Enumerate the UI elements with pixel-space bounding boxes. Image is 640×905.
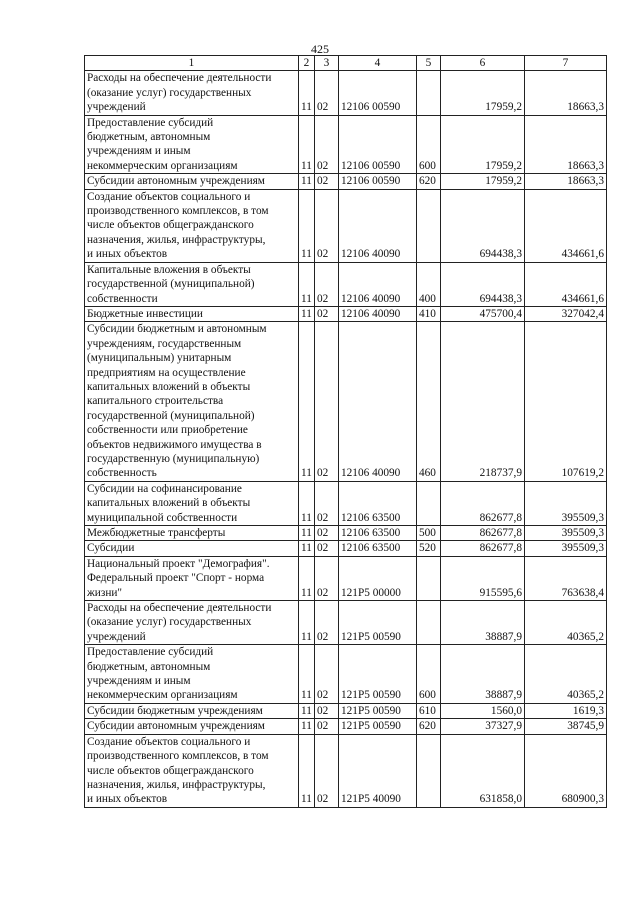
table-row: [85, 322, 607, 481]
table-row: [85, 71, 607, 115]
section-code: 11: [299, 645, 315, 704]
amount-year-1: 694438,3: [441, 262, 525, 306]
item-name: Капитальные вложения в объекты государственной (муниципальной) собственности: [85, 262, 299, 306]
table-row: [85, 601, 607, 645]
column-header-1: 1: [85, 56, 299, 71]
target-article-code: 121P5 00590: [339, 645, 417, 704]
expense-type-code: 620: [417, 174, 441, 189]
section-code: 11: [299, 734, 315, 807]
amount-year-2: 38745,9: [525, 719, 607, 734]
amount-year-2: 18663,3: [525, 174, 607, 189]
amount-year-1: 475700,4: [441, 306, 525, 321]
item-name: Бюджетные инвестиции: [85, 306, 299, 321]
table-row: [85, 174, 607, 189]
section-code: 11: [299, 481, 315, 525]
target-article-code: 12106 63500: [339, 481, 417, 525]
subsection-code: 02: [315, 322, 339, 481]
item-name: Расходы на обеспечение деятельности (оказание услуг) государственных учреждений: [85, 71, 299, 115]
table-row: [85, 703, 607, 718]
subsection-code: 02: [315, 262, 339, 306]
subsection-code: 02: [315, 481, 339, 525]
target-article-code: 12106 40090: [339, 306, 417, 321]
amount-year-2: 434661,6: [525, 262, 607, 306]
target-article-code: 12106 40090: [339, 262, 417, 306]
expense-type-code: 600: [417, 645, 441, 704]
target-article-code: 121P5 00590: [339, 703, 417, 718]
target-article-code: 12106 63500: [339, 526, 417, 541]
amount-year-1: 37327,9: [441, 719, 525, 734]
amount-year-1: 38887,9: [441, 645, 525, 704]
amount-year-2: 680900,3: [525, 734, 607, 807]
section-code: 11: [299, 115, 315, 174]
item-name: Субсидии на софинансирование капитальных вложений в объекты муниципальной собственности: [85, 481, 299, 525]
amount-year-1: 38887,9: [441, 601, 525, 645]
amount-year-2: 18663,3: [525, 115, 607, 174]
subsection-code: 02: [315, 115, 339, 174]
table-row: [85, 262, 607, 306]
subsection-code: 02: [315, 174, 339, 189]
target-article-code: 12106 00590: [339, 71, 417, 115]
table-header-row: [85, 56, 607, 71]
item-name: Расходы на обеспечение деятельности (оказание услуг) государственных учреждений: [85, 601, 299, 645]
section-code: 11: [299, 174, 315, 189]
amount-year-2: 395509,3: [525, 526, 607, 541]
column-header-3: 3: [315, 56, 339, 71]
amount-year-2: 434661,6: [525, 189, 607, 262]
subsection-code: 02: [315, 189, 339, 262]
subsection-code: 02: [315, 556, 339, 600]
target-article-code: 121P5 00000: [339, 556, 417, 600]
amount-year-2: 18663,3: [525, 71, 607, 115]
section-code: 11: [299, 703, 315, 718]
amount-year-2: 1619,3: [525, 703, 607, 718]
amount-year-2: 395509,3: [525, 541, 607, 556]
subsection-code: 02: [315, 719, 339, 734]
item-name: Создание объектов социального и производственного комплексов, в том числе объектов общегражданского назначения, жилья, инфраструктуры, и иных объектов: [85, 734, 299, 807]
table-row: [85, 556, 607, 600]
amount-year-1: 631858,0: [441, 734, 525, 807]
subsection-code: 02: [315, 526, 339, 541]
table-row: [85, 734, 607, 807]
section-code: 11: [299, 601, 315, 645]
item-name: Предоставление субсидий бюджетным, автономным учреждениям и иным некоммерческим организациям: [85, 645, 299, 704]
subsection-code: 02: [315, 703, 339, 718]
amount-year-2: 40365,2: [525, 601, 607, 645]
table-row: [85, 481, 607, 525]
expense-type-code: [417, 481, 441, 525]
amount-year-1: 862677,8: [441, 541, 525, 556]
amount-year-1: 218737,9: [441, 322, 525, 481]
item-name: Межбюджетные трансферты: [85, 526, 299, 541]
table-row: [85, 719, 607, 734]
item-name: Субсидии автономным учреждениям: [85, 174, 299, 189]
section-code: 11: [299, 306, 315, 321]
column-header-6: 6: [441, 56, 525, 71]
amount-year-1: 862677,8: [441, 481, 525, 525]
item-name: Создание объектов социального и производственного комплексов, в том числе объектов общегражданского назначения, жилья, инфраструктуры, и иных объектов: [85, 189, 299, 262]
item-name: Субсидии автономным учреждениям: [85, 719, 299, 734]
target-article-code: 121P5 00590: [339, 719, 417, 734]
table-row: [85, 306, 607, 321]
section-code: 11: [299, 526, 315, 541]
target-article-code: 12106 00590: [339, 174, 417, 189]
section-code: 11: [299, 719, 315, 734]
column-header-2: 2: [299, 56, 315, 71]
target-article-code: 12106 40090: [339, 322, 417, 481]
section-code: 11: [299, 189, 315, 262]
amount-year-1: 17959,2: [441, 71, 525, 115]
column-header-5: 5: [417, 56, 441, 71]
amount-year-1: 17959,2: [441, 174, 525, 189]
target-article-code: 121P5 40090: [339, 734, 417, 807]
section-code: 11: [299, 541, 315, 556]
amount-year-2: 40365,2: [525, 645, 607, 704]
subsection-code: 02: [315, 601, 339, 645]
amount-year-2: 395509,3: [525, 481, 607, 525]
target-article-code: 12106 63500: [339, 541, 417, 556]
table-body: [85, 71, 607, 807]
expense-type-code: [417, 556, 441, 600]
table-row: [85, 645, 607, 704]
page-number: 425: [311, 42, 329, 56]
item-name: Предоставление субсидий бюджетным, автономным учреждениям и иным некоммерческим организациям: [85, 115, 299, 174]
item-name: Субсидии бюджетным учреждениям: [85, 703, 299, 718]
expense-type-code: 500: [417, 526, 441, 541]
amount-year-2: 327042,4: [525, 306, 607, 321]
section-code: 11: [299, 322, 315, 481]
amount-year-1: 17959,2: [441, 115, 525, 174]
expense-type-code: [417, 601, 441, 645]
expense-type-code: [417, 189, 441, 262]
table-row: [85, 526, 607, 541]
subsection-code: 02: [315, 541, 339, 556]
amount-year-1: 694438,3: [441, 189, 525, 262]
expense-type-code: 600: [417, 115, 441, 174]
target-article-code: 121P5 00590: [339, 601, 417, 645]
expense-type-code: 620: [417, 719, 441, 734]
subsection-code: 02: [315, 71, 339, 115]
section-code: 11: [299, 262, 315, 306]
section-code: 11: [299, 556, 315, 600]
amount-year-1: 915595,6: [441, 556, 525, 600]
target-article-code: 12106 40090: [339, 189, 417, 262]
amount-year-1: 862677,8: [441, 526, 525, 541]
subsection-code: 02: [315, 306, 339, 321]
table-row: [85, 115, 607, 174]
item-name: Субсидии бюджетным и автономным учреждениям, государственным (муниципальным) унитарным предприятиям на осуществление капитальных вложений в объекты капитального строительства государственной (муниципальной) собственности или приобретение объектов недвижимого имущества в государственную (муниципальную) собственность: [85, 322, 299, 481]
table-row: [85, 189, 607, 262]
item-name: Субсидии: [85, 541, 299, 556]
target-article-code: 12106 00590: [339, 115, 417, 174]
amount-year-1: 1560,0: [441, 703, 525, 718]
expense-type-code: [417, 734, 441, 807]
expense-type-code: 610: [417, 703, 441, 718]
section-code: 11: [299, 71, 315, 115]
table-row: [85, 541, 607, 556]
subsection-code: 02: [315, 734, 339, 807]
expense-type-code: 460: [417, 322, 441, 481]
expense-type-code: [417, 71, 441, 115]
expense-type-code: 410: [417, 306, 441, 321]
expense-type-code: 520: [417, 541, 441, 556]
budget-table: [84, 55, 607, 808]
amount-year-2: 763638,4: [525, 556, 607, 600]
column-header-4: 4: [339, 56, 417, 71]
column-header-7: 7: [525, 56, 607, 71]
expense-type-code: 400: [417, 262, 441, 306]
item-name: Национальный проект "Демография". Федеральный проект "Спорт - норма жизни": [85, 556, 299, 600]
amount-year-2: 107619,2: [525, 322, 607, 481]
subsection-code: 02: [315, 645, 339, 704]
